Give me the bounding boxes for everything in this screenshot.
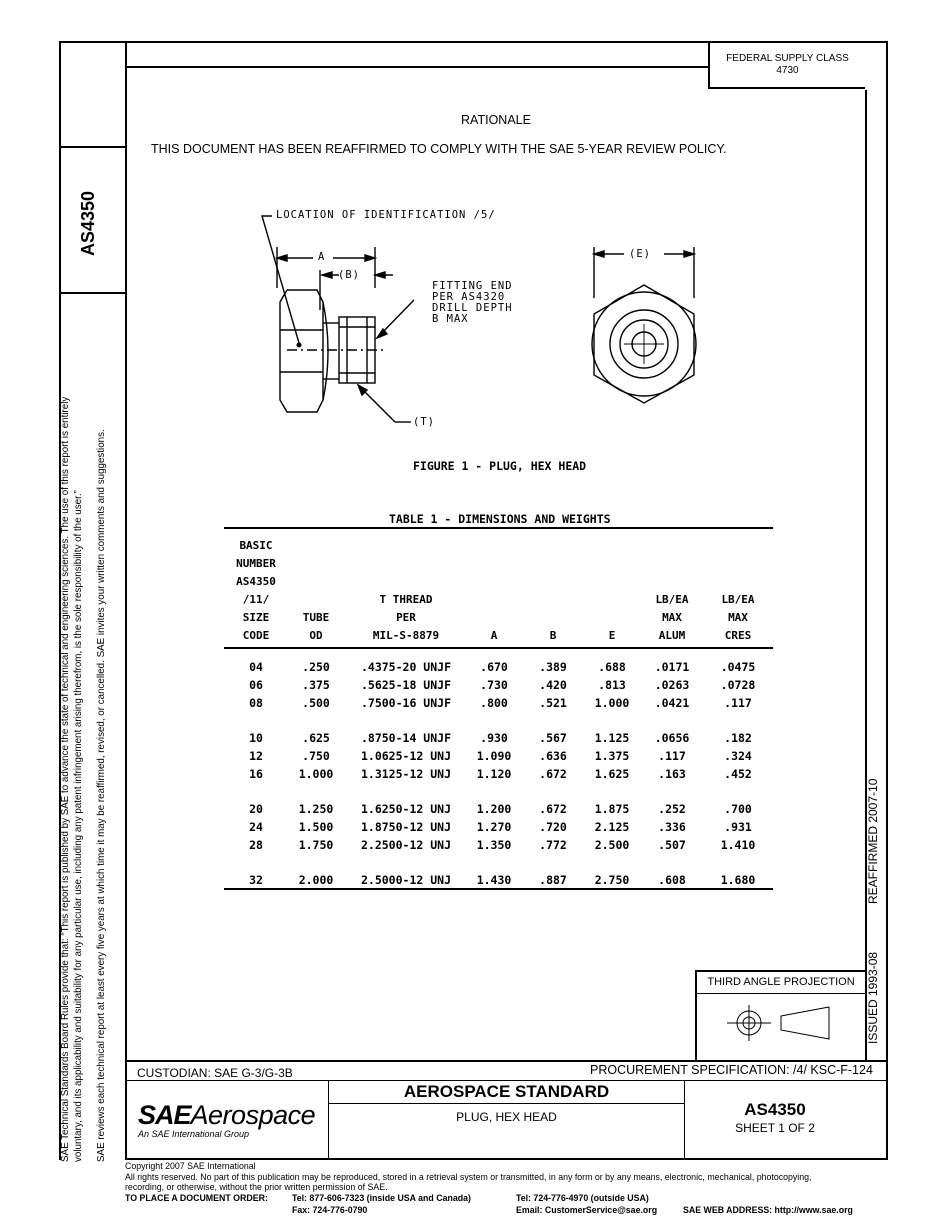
table-cell: 2.5000-12 UNJ xyxy=(360,873,451,887)
rationale-text: THIS DOCUMENT HAS BEEN REAFFIRMED TO COMPLY WITH THE SAE 5-YEAR REVIEW POLICY. xyxy=(151,142,727,156)
procurement-spec: PROCUREMENT SPECIFICATION: /4/ KSC-F-124 xyxy=(590,1063,873,1077)
table-cell: .772 xyxy=(539,838,567,852)
side-box-bottom xyxy=(59,292,127,294)
location-dot xyxy=(297,343,301,347)
tel-outside: Tel: 724-776-4970 (outside USA) xyxy=(516,1193,649,1203)
table-cell: 1.875 xyxy=(594,802,630,816)
table-header-cell: LB/EA MAX CRES xyxy=(721,593,755,642)
table-cell: .0421 xyxy=(654,696,690,710)
side-notice-line2: voluntary, and its applicability and suitability for any particular use, including any patent infringement arising therefrom, is the sole responsibility of the user.” xyxy=(73,490,84,1162)
table-cell: .0263 xyxy=(654,678,690,692)
table-cell: 04 xyxy=(249,660,263,674)
table-cell: 2.750 xyxy=(594,873,630,887)
table-cell: 1.375 xyxy=(594,749,630,763)
table-cell: .507 xyxy=(658,838,686,852)
fsc-label: FEDERAL SUPPLY CLASS xyxy=(726,53,849,64)
table-cell: .688 xyxy=(598,660,626,674)
table-cell: 1.6250-12 UNJ xyxy=(360,802,451,816)
title-block-top xyxy=(125,1060,888,1062)
table-cell: .750 xyxy=(302,749,330,763)
table-cell: .336 xyxy=(658,820,686,834)
table-cell: 1.8750-12 UNJ xyxy=(360,820,451,834)
table-header-cell: E xyxy=(608,629,616,642)
table-cell: 1.680 xyxy=(720,873,756,887)
table-cell: .163 xyxy=(658,767,686,781)
table-cell: 1.750 xyxy=(298,838,334,852)
projection-label: THIRD ANGLE PROJECTION xyxy=(707,976,855,988)
logo xyxy=(138,1100,328,1139)
custodian: CUSTODIAN: SAE G-3/G-3B xyxy=(137,1066,293,1080)
table-cell: 1.270 xyxy=(476,820,512,834)
inner-top xyxy=(125,66,709,68)
fitting-end-note xyxy=(432,281,513,325)
standard-type: AEROSPACE STANDARD xyxy=(403,1082,610,1101)
table-cell: .672 xyxy=(539,802,567,816)
copyright-block xyxy=(125,1161,885,1193)
table-cell: 1.200 xyxy=(476,802,512,816)
copyright-line3: recording, or otherwise, without the prior written permission of SAE. xyxy=(125,1182,388,1193)
table-cell: 1.000 xyxy=(298,767,334,781)
table-cell: 1.0625-12 UNJ xyxy=(360,749,451,763)
table-rule-bottom xyxy=(224,888,773,890)
projection-symbol-icon xyxy=(717,1002,857,1046)
table-header-cell: B xyxy=(549,629,557,642)
web-address: SAE WEB ADDRESS: http://www.sae.org xyxy=(683,1205,853,1215)
table-cell: 2.125 xyxy=(594,820,630,834)
logo-tagline: An SAE International Group xyxy=(138,1129,250,1139)
table-cell: .324 xyxy=(724,749,752,763)
table-cell: .0728 xyxy=(720,678,756,692)
order-label: TO PLACE A DOCUMENT ORDER: xyxy=(125,1193,268,1203)
table-cell: .0475 xyxy=(720,660,756,674)
side-notice-line1: SAE Technical Standards Board Rules provide that: “This report is published by SAE to advance the state of technical and engineering sciences. The use of this report is entirely xyxy=(60,396,71,1162)
table-cell: .672 xyxy=(539,767,567,781)
fitting-line2: PER AS4320 xyxy=(432,291,506,303)
table-cell: 1.410 xyxy=(720,838,756,852)
table-rule-top xyxy=(224,527,773,529)
table-cell: .375 xyxy=(302,678,330,692)
table-cell: 12 xyxy=(249,749,263,763)
document-title: PLUG, HEX HEAD xyxy=(456,1110,557,1124)
table-cell: 1.3125-12 UNJ xyxy=(360,767,451,781)
table-cell: .0171 xyxy=(654,660,690,674)
table-cell: 2.500 xyxy=(594,838,630,852)
table-cell: .567 xyxy=(539,731,567,745)
table-cell: .389 xyxy=(539,660,567,674)
table-cell: 32 xyxy=(249,873,263,887)
table-cell: .500 xyxy=(302,696,330,710)
sheet-number: SHEET 1 OF 2 xyxy=(735,1121,815,1135)
figure-drawing xyxy=(127,190,865,490)
tel-us: Tel: 877-606-7323 (inside USA and Canada) xyxy=(292,1193,471,1203)
frame-bottom xyxy=(125,1158,888,1160)
table-cell: .930 xyxy=(480,731,508,745)
table-cell: .636 xyxy=(539,749,567,763)
reaffirmed-date: REAFFIRMED 2007-10 xyxy=(866,778,880,904)
table-cell: .117 xyxy=(724,696,752,710)
label-location: LOCATION OF IDENTIFICATION /5/ xyxy=(276,209,496,221)
table-cell: .250 xyxy=(302,660,330,674)
fax: Fax: 724-776-0790 xyxy=(292,1205,368,1215)
table-cell: 06 xyxy=(249,678,263,692)
table-cell: .931 xyxy=(724,820,752,834)
table-cell: .608 xyxy=(658,873,686,887)
table-cell: 1.500 xyxy=(298,820,334,834)
table-cell: .813 xyxy=(598,678,626,692)
fitting-line3: DRILL DEPTH xyxy=(432,302,513,314)
table-cell: .4375-20 UNJF xyxy=(360,660,451,674)
table-rule-header xyxy=(224,647,773,649)
fsc-value: 4730 xyxy=(776,65,799,76)
table-cell: .252 xyxy=(658,802,686,816)
table-cell: .420 xyxy=(539,678,567,692)
table-cell: .887 xyxy=(539,873,567,887)
table-header-cell: TUBE OD xyxy=(302,611,330,642)
fsc-box xyxy=(708,41,865,89)
table-cell: .521 xyxy=(539,696,567,710)
table-cell: 1.090 xyxy=(476,749,512,763)
table-cell: .730 xyxy=(480,678,508,692)
table-header-cell: BASIC NUMBER AS4350 /11/ SIZE CODE xyxy=(236,539,276,642)
table-cell: 1.120 xyxy=(476,767,512,781)
table-cell: .452 xyxy=(724,767,752,781)
table-cell: 28 xyxy=(249,838,263,852)
table-cell: .670 xyxy=(480,660,508,674)
table-cell: 1.430 xyxy=(476,873,512,887)
side-box-top xyxy=(59,146,127,148)
email: Email: CustomerService@sae.org xyxy=(516,1205,658,1215)
table-cell: .800 xyxy=(480,696,508,710)
table-cell: 1.625 xyxy=(594,767,630,781)
table-cell: .117 xyxy=(658,749,686,763)
figure-caption: FIGURE 1 - PLUG, HEX HEAD xyxy=(413,459,587,473)
table-cell: 20 xyxy=(249,802,263,816)
table-cell: 2.2500-12 UNJ xyxy=(360,838,451,852)
copyright-line2: All rights reserved. No part of this publication may be reproduced, stored in a retrieval system or transmitted, in any form or by any means, electronic, mechanical, photocopying, xyxy=(125,1171,812,1182)
rationale-title: RATIONALE xyxy=(461,113,531,127)
table-cell: .0656 xyxy=(654,731,690,745)
logo-sae: SAE xyxy=(138,1100,191,1130)
table-cell: 1.125 xyxy=(594,731,630,745)
table-cell: 1.350 xyxy=(476,838,512,852)
label-t: (T) xyxy=(413,416,435,428)
table-cell: 10 xyxy=(249,731,263,745)
table-cell: .8750-14 UNJF xyxy=(360,731,451,745)
side-doc-number: AS4350 xyxy=(78,190,98,256)
table-header-cell: LB/EA MAX ALUM xyxy=(655,593,689,642)
table-title: TABLE 1 - DIMENSIONS AND WEIGHTS xyxy=(389,512,611,526)
table-cell: .700 xyxy=(724,802,752,816)
table-cell: 08 xyxy=(249,696,263,710)
projection-box xyxy=(695,970,865,1060)
label-e: (E) xyxy=(629,248,651,260)
fitting-line4: B MAX xyxy=(432,313,469,325)
frame-right xyxy=(886,41,888,1160)
inner-right xyxy=(865,90,867,1060)
table-header-cell: A xyxy=(490,629,498,642)
document-number: AS4350 xyxy=(744,1100,806,1119)
side-notice-line3: SAE reviews each technical report at least every five years at which time it may be reaffirmed, revised, or cancelled. SAE invites your written comments and suggestions. xyxy=(96,429,107,1162)
table-cell: 24 xyxy=(249,820,263,834)
label-b: (B) xyxy=(338,269,360,281)
fitting-line1: FITTING END xyxy=(432,280,513,292)
table-cell: 16 xyxy=(249,767,263,781)
table-cell: .625 xyxy=(302,731,330,745)
title-block-row xyxy=(125,1080,886,1081)
copyright-line1: Copyright 2007 SAE International xyxy=(125,1161,256,1171)
table-cell: .720 xyxy=(539,820,567,834)
issued-date: ISSUED 1993-08 xyxy=(866,951,880,1044)
table-cell: .7500-16 UNJF xyxy=(360,696,451,710)
label-a: A xyxy=(318,251,325,263)
table-header-cell: T THREAD PER MIL-S-8879 xyxy=(372,593,440,642)
logo-aerospace: Aerospace xyxy=(190,1100,316,1130)
table-cell: 2.000 xyxy=(298,873,334,887)
table-cell: 1.250 xyxy=(298,802,334,816)
title-divider-3 xyxy=(328,1103,684,1104)
table-cell: .182 xyxy=(724,731,752,745)
table-cell: 1.000 xyxy=(594,696,630,710)
table-cell: .5625-18 UNJF xyxy=(360,678,451,692)
